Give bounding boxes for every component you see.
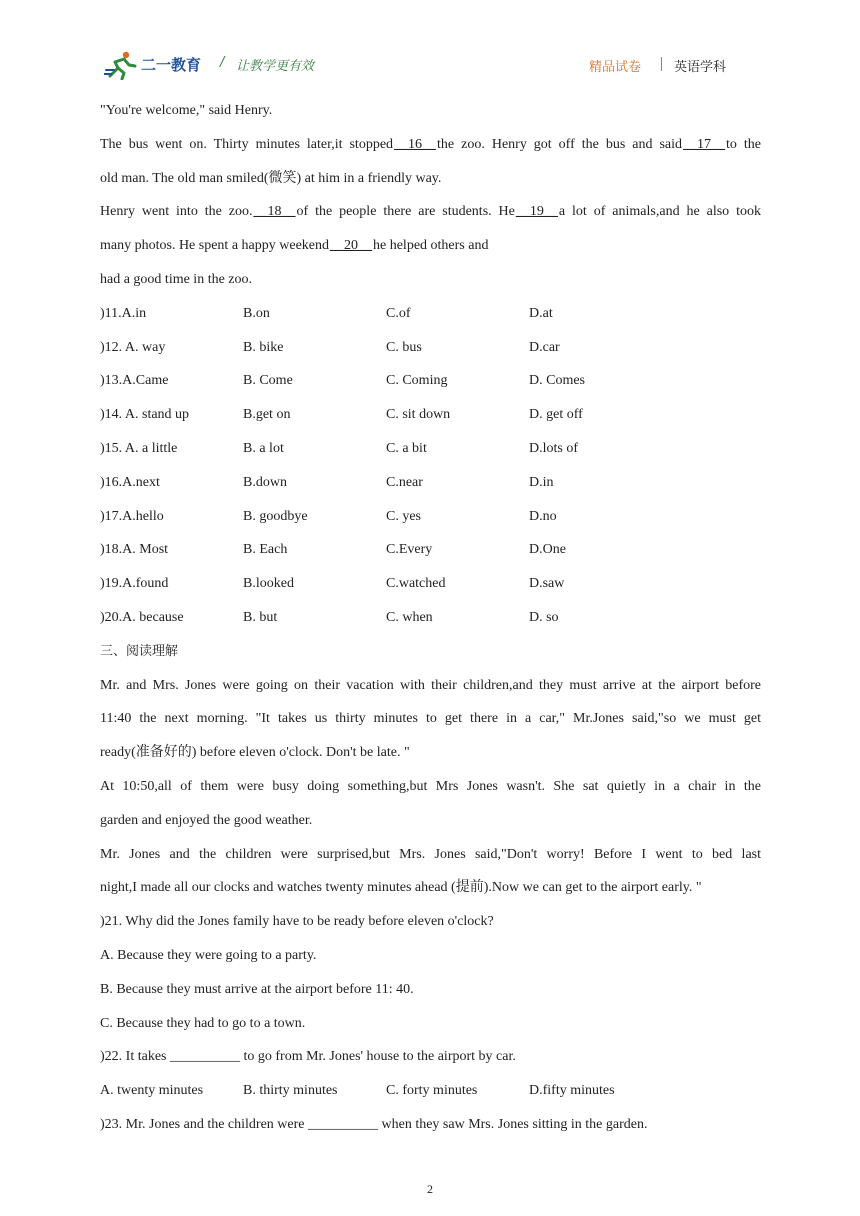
blank-17: __17__ <box>683 136 726 152</box>
page-header <box>0 0 860 92</box>
passage-line: "You're welcome," said Henry. <box>100 103 273 118</box>
reading-line: 11:40 the next morning. "It takes us thirty minutes to get there in a car," Mr.Jones said,"so we must get <box>100 711 761 727</box>
blank-16: __16__ <box>394 136 437 152</box>
blank-19: __19__ <box>515 204 558 220</box>
blank-20: __20__ <box>330 238 372 254</box>
page-number: 2 <box>427 1182 433 1196</box>
question-22-options: A. twenty minutes B. thirty minutes C. forty minutes D.fifty minutes <box>100 1083 615 1099</box>
question-row: )16.A.next B.down C.near D.in <box>100 474 554 490</box>
reading-line: ready(准备好的) before eleven o'clock. Don't be late. " <box>100 745 410 761</box>
section-heading: 三、阅读理解 <box>100 643 179 659</box>
question-row: )13.A.Came B. Come C. Coming D. Comes <box>100 373 585 389</box>
brand-slogan: 让教学更有效 <box>236 59 315 74</box>
brand-name: 二一教育 <box>141 56 202 74</box>
question-row: )19.A.found B.looked C.watched D.saw <box>100 576 565 592</box>
header-divider <box>661 57 662 71</box>
question-22: )22. It takes __________ to go from Mr. Jones' house to the airport by car. <box>100 1049 516 1065</box>
question-row: )14. A. stand up B.get on C. sit down D. get off <box>100 407 583 423</box>
passage-line: many photos. He spent a happy weekend__20__he helped others and <box>100 238 489 254</box>
blank-18: __18__ <box>253 204 296 220</box>
question-23: )23. Mr. Jones and the children were __________ when they saw Mrs. Jones sitting in the garden. <box>100 1116 648 1132</box>
runner-logo-icon <box>104 50 138 80</box>
reading-line: At 10:50,all of them were busy doing something,but Mrs Jones wasn't. She sat quietly in a chair in the <box>100 778 761 794</box>
reading-line: Mr. and Mrs. Jones were going on their vacation with their children,and they must arrive at the airport before <box>100 677 761 693</box>
question-21-option-c: C. Because they had to go to a town. <box>100 1015 306 1031</box>
document-body <box>100 94 761 1142</box>
question-row: )20.A. because B. but C. when D. so <box>100 609 559 625</box>
passage-line: had a good time in the zoo. <box>100 271 253 287</box>
paper-type-label: 精品试卷 <box>589 60 642 75</box>
reading-line: night,I made all our clocks and watches twenty minutes ahead (提前).Now we can get to the airport early. " <box>100 880 702 896</box>
passage-line: old man. The old man smiled(微笑) at him in a friendly way. <box>100 170 442 186</box>
subject-label: 英语学科 <box>674 60 727 75</box>
passage-line: Henry went into the zoo.__18__of the people there are students. He__19__a lot of animals,and he also took <box>100 204 761 220</box>
reading-line: garden and enjoyed the good weather. <box>100 812 313 828</box>
question-row: )18.A. Most B. Each C.Every D.One <box>100 542 566 558</box>
question-21-option-a: A. Because they were going to a party. <box>100 947 317 963</box>
question-21: )21. Why did the Jones family have to be ready before eleven o'clock? <box>100 914 494 930</box>
question-21-option-b: B. Because they must arrive at the airport before 11: 40. <box>100 981 414 997</box>
reading-line: Mr. Jones and the children were surprised,but Mrs. Jones said,"Don't worry! Before I went to bed last <box>100 846 761 862</box>
header-divider-slash: / <box>220 55 225 70</box>
question-row: )15. A. a little B. a lot C. a bit D.lots of <box>100 440 578 456</box>
question-row: )17.A.hello B. goodbye C. yes D.no <box>100 508 557 524</box>
question-row: )12. A. way B. bike C. bus D.car <box>100 339 560 355</box>
question-row: )11.A.in B.on C.of D.at <box>100 305 553 321</box>
passage-line: The bus went on. Thirty minutes later,it stopped__16__the zoo. Henry got off the bus and said__17__to the <box>100 136 761 152</box>
